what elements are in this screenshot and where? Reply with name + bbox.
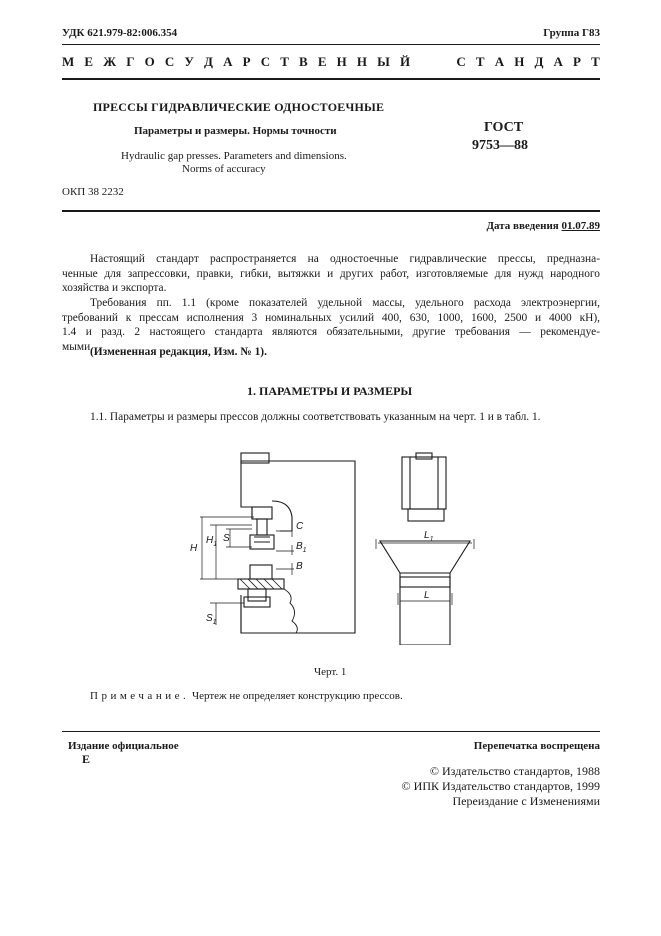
banner-letter: Г xyxy=(126,54,135,69)
copyright-block xyxy=(402,764,600,809)
dim-label-C: C xyxy=(296,521,304,532)
amendment-note: (Измененная редакция, Изм. № 1). xyxy=(90,346,267,358)
top-rule xyxy=(62,44,600,45)
press-drawing xyxy=(180,445,480,645)
effective-date-label: Дата введения xyxy=(486,220,559,232)
dim-label-H: H xyxy=(190,543,198,554)
banner-letter: Н xyxy=(336,54,347,69)
banner-letter: Т xyxy=(591,54,600,69)
udk-code: УДК 621.979-82:006.354 xyxy=(62,27,178,39)
banner-letter: М xyxy=(62,54,75,69)
dim-label-B: B xyxy=(296,561,303,572)
p2-line1: Требования пп. 1.1 (кроме показателей удельной массы, удельного расхода электроэнергии, xyxy=(90,297,600,309)
clause-1-1: 1.1. Параметры и размеры прессов должны соответствовать указанным на черт. 1 и в табл. 1. xyxy=(90,411,541,423)
paragraph-scope xyxy=(62,252,600,296)
copyright-1988: © Издательство стандартов, 1988 xyxy=(429,764,600,778)
dim-label-S: S xyxy=(223,533,230,544)
banner-letter: Д xyxy=(534,54,544,69)
gost-label: ГОСТ xyxy=(484,120,524,135)
dim-label-L: L xyxy=(424,590,430,601)
banner-letter: Т xyxy=(475,54,485,69)
dim-label-H1: $H_1$ xyxy=(206,535,218,548)
p2-line2: требований к прессам исполнения 3 номинальных усилий 400, 630, 1000, 1600, 2500 и 4000 кН), xyxy=(62,311,600,324)
dim-label-S1: $S_1$ xyxy=(206,613,217,626)
p1-line2: ченные для запрессовки, правки, гибки, вытяжки и других работ, изготовляемые для нужд народного xyxy=(62,267,600,280)
okp-code: ОКП 38 2232 xyxy=(62,186,124,198)
banner-letter: А xyxy=(223,54,233,69)
banner-letter: А xyxy=(553,54,563,69)
banner-letter: Е xyxy=(84,54,94,69)
press-side-base-top xyxy=(380,541,470,573)
dim-label-L1: $L_1$ xyxy=(424,530,434,543)
note-label: Примечание. xyxy=(90,690,190,702)
edition-letter: Е xyxy=(82,752,91,766)
banner-rule xyxy=(62,78,600,80)
document-subtitle: Параметры и размеры. Нормы точности xyxy=(134,125,337,137)
reissue-note: Переиздание с Изменениями xyxy=(452,794,600,808)
gost-number: 9753—88 xyxy=(472,138,528,153)
section-title: 1. ПАРАМЕТРЫ И РАЗМЕРЫ xyxy=(247,384,413,398)
effective-date-value: 01.07.89 xyxy=(561,220,600,232)
p2-line3: 1.4 и разд. 2 настоящего стандарта являются обязательными, другие требования — рекомендуе- xyxy=(62,326,600,339)
banner-letter: С xyxy=(260,54,271,69)
banner-letter: В xyxy=(299,54,308,69)
banner-letter: Р xyxy=(573,54,581,69)
banner-letter: О xyxy=(144,54,155,69)
banner-letter: Д xyxy=(204,54,213,69)
figure-caption: Черт. 1 xyxy=(314,666,347,678)
banner-letter: Р xyxy=(242,54,251,69)
copyright-1999: © ИПК Издательство стандартов, 1999 xyxy=(401,779,600,793)
reprint-notice: Перепечатка воспрещена xyxy=(473,740,600,752)
banner-letter: Т xyxy=(280,54,289,69)
english-title-line2: Norms of accuracy xyxy=(182,163,266,175)
group-code: Группа Г83 xyxy=(543,27,600,39)
p1-line1: Настоящий стандарт распространяется на одностоечные гидравлические прессы, предназна- xyxy=(90,253,600,265)
effective-date xyxy=(486,220,600,232)
banner-letter: Н xyxy=(356,54,367,69)
banner-word-gap xyxy=(420,54,446,72)
document-title: ПРЕССЫ ГИДРАВЛИЧЕСКИЕ ОДНОСТОЕЧНЫЕ xyxy=(93,100,385,114)
p1-line3: хозяйства и экспорта. xyxy=(62,282,167,295)
banner-letter: Н xyxy=(514,54,525,69)
banner-letter: С xyxy=(456,54,466,69)
dim-label-B1: $B_1$ xyxy=(296,541,307,554)
press-side-body xyxy=(402,457,446,509)
banner-letter: С xyxy=(164,54,175,69)
banner-letter: Ы xyxy=(377,54,390,69)
banner-letter: А xyxy=(494,54,505,69)
banner-letter: У xyxy=(184,54,194,69)
title-rule xyxy=(62,210,600,212)
banner-letter: Й xyxy=(400,54,411,69)
banner-letter: Е xyxy=(317,54,327,69)
banner-letter: Ж xyxy=(103,54,117,69)
english-title-line1: Hydraulic gap presses. Parameters and dimensions. xyxy=(121,150,347,162)
note-text: Чертеж не определяет конструкцию прессов. xyxy=(191,690,403,702)
figure-note xyxy=(90,690,403,702)
p2-line4: мыми. xyxy=(62,340,94,353)
footer-rule xyxy=(62,731,600,732)
standard-banner xyxy=(62,54,600,72)
official-edition: Издание официальное xyxy=(68,740,179,752)
